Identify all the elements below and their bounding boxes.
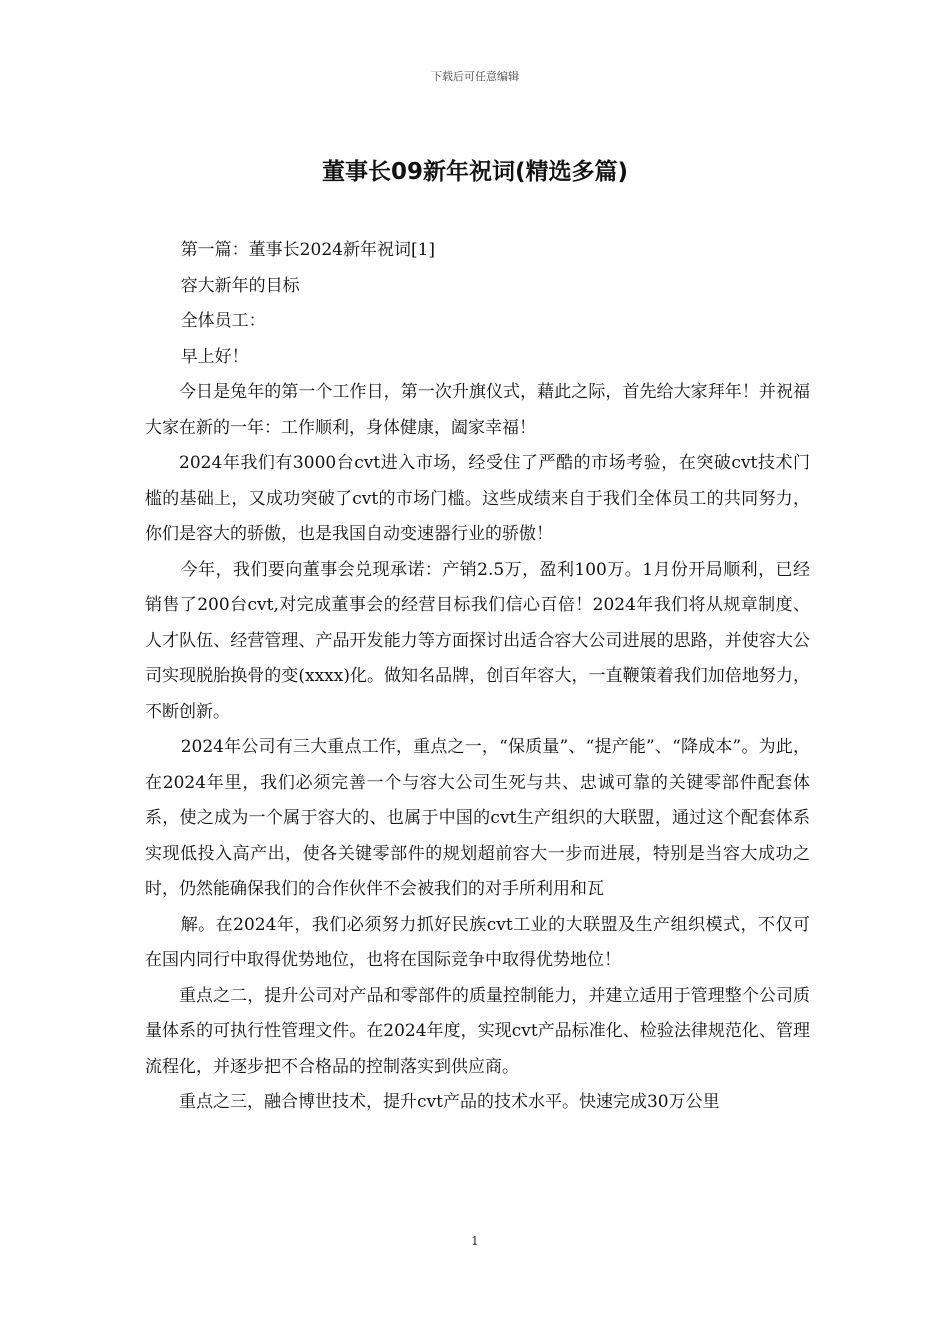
paragraph: 2024年公司有三大重点工作，重点之一，“保质量”、“提产能”、“降成本”。为此，在2024年里，我们必须完善一个与容大公司生死与共、忠诚可靠的关键零部件配套体系，使之成为一个属于容大的、也属于中国的cvt生产组织的大联盟，通过这个配套体系实现低投入高产出，使各关键零部件的规划超前容大一步而进展，特别是当容大成功之时，仍然能确保我们的合作伙伴不会被我们的对手所利用和瓦 — [145, 737, 810, 899]
paragraph: 2024年我们有3000台cvt进入市场，经受住了严酷的市场考验，在突破cvt技术门槛的基础上，又成功突破了cvt的市场门槛。这些成绩来自于我们全体员工的共同努力，你们是容大的骄傲，也是我国自动变速器行业的骄傲！ — [145, 453, 810, 544]
paragraph: 重点之二，提升公司对产品和零部件的质量控制能力，并建立适用于管理整个公司质量体系的可执行性管理文件。在2024年度，实现cvt产品标准化、检验法律规范化、管理流程化，并逐步把不合格品的控制落实到供应商。 — [145, 985, 810, 1077]
paragraph: 重点之三，融合博世技术，提升cvt产品的技术水平。快速完成30万公里 — [179, 1092, 720, 1112]
paragraph: 今年，我们要向董事会兑现承诺：产销2.5万，盈利100万。1月份开局顺利，已经销售了200台cvt,对完成董事会的经营目标我们信心百倍！2024年我们将从规章制度、人才队伍、经营管理、产品开发能力等方面探讨出适合容大公司进展的思路，并使容大公司实现脱胎换骨的变(xxxx)化。做知名品牌，创百年容大，一直鞭策着我们加倍地努力，不断创新。 — [145, 559, 810, 722]
page-number: 1 — [471, 1234, 479, 1248]
paragraph-section-heading: 第一篇：董事长2024新年祝词[1] — [180, 240, 436, 260]
document-body — [145, 233, 810, 1121]
paragraph: 今日是兔年的第一个工作日，第一次升旗仪式，藉此之际，首先给大家拜年！并祝福大家在新的一年：工作顺利，身体健康，阖家幸福！ — [145, 382, 810, 438]
document-title: 董事长09新年祝词(精选多篇) — [321, 159, 629, 185]
paragraph-salutation: 全体员工： — [180, 311, 266, 331]
header-note: 下载后可任意编辑 — [431, 70, 519, 83]
paragraph-subtitle: 容大新年的目标 — [180, 275, 300, 296]
paragraph-greeting: 早上好！ — [180, 346, 249, 367]
paragraph: 解。在2024年，我们必须努力抓好民族cvt工业的大联盟及生产组织模式，不仅可在国内同行中取得优势地位，也将在国际竞争中取得优势地位！ — [145, 914, 810, 970]
